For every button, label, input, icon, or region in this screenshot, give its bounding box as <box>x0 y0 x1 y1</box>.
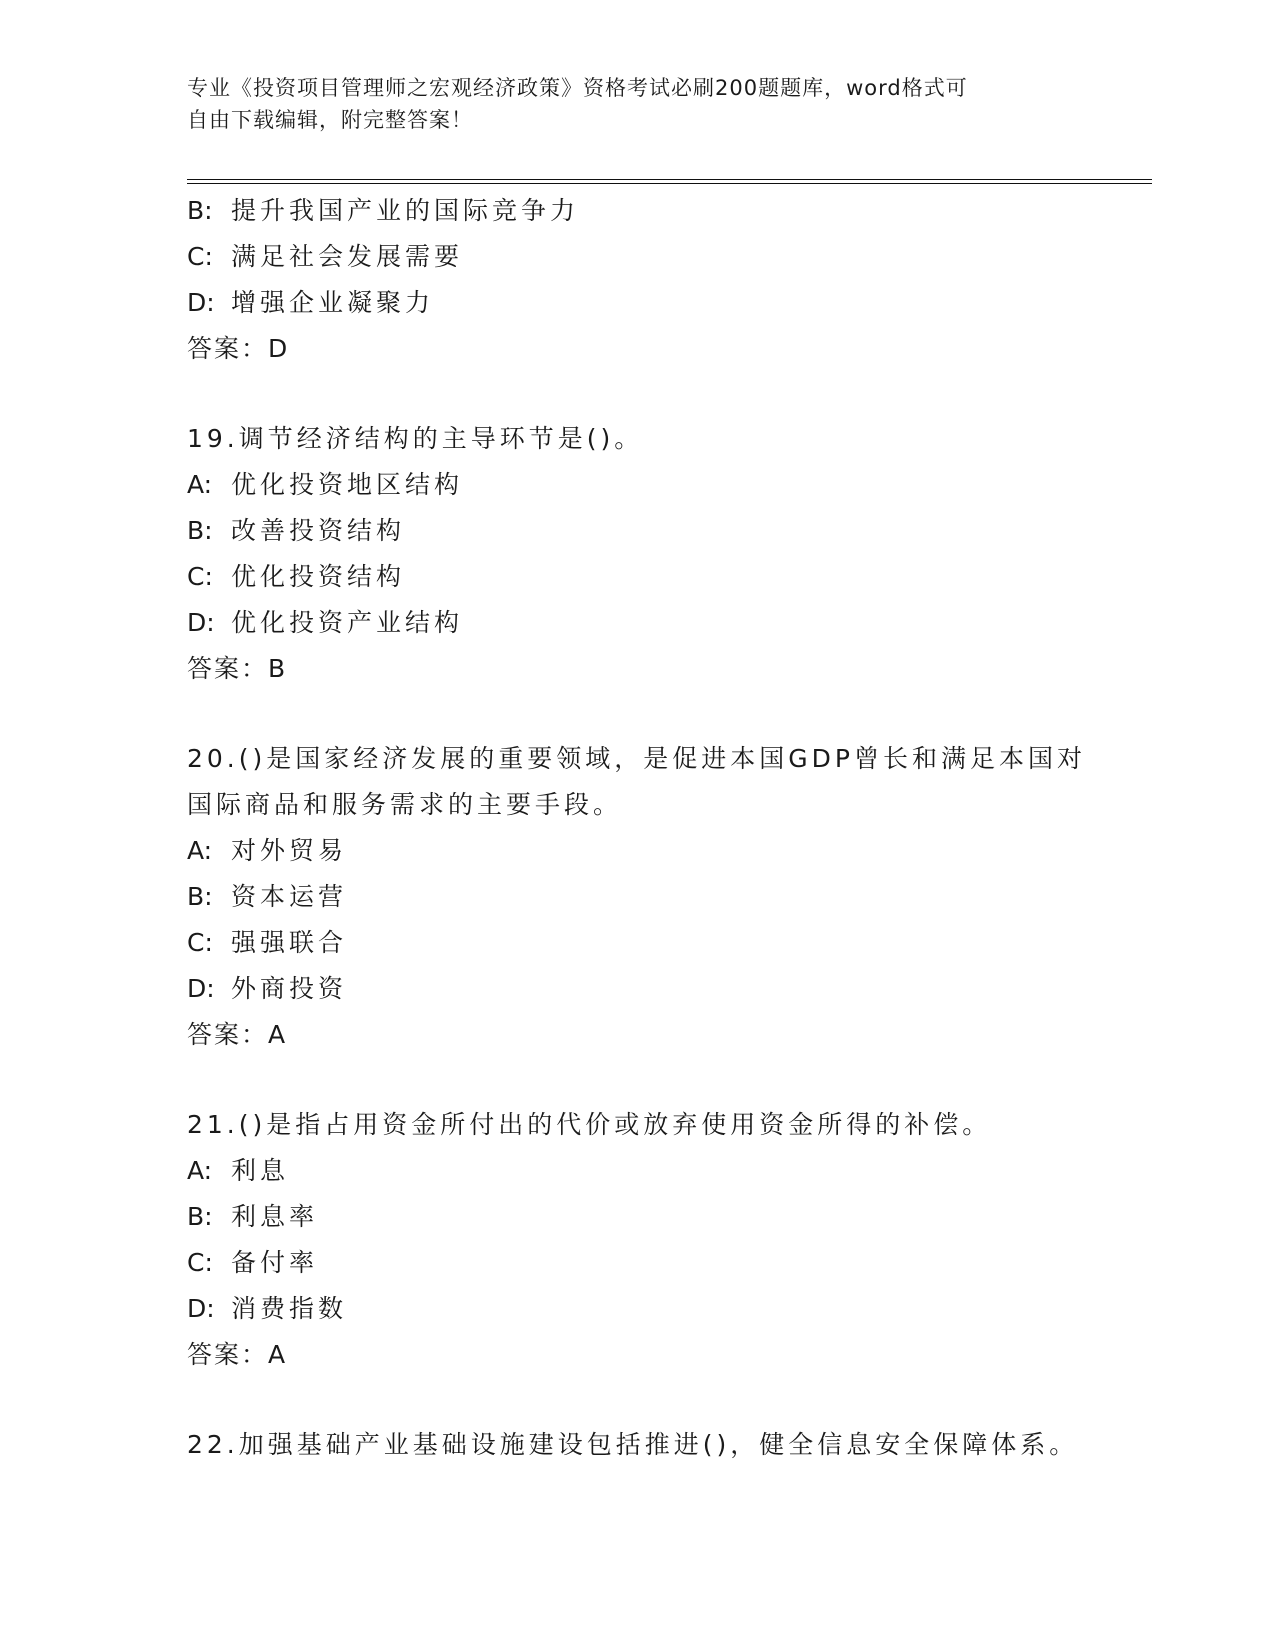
option-text: 满足社会发展需要 <box>231 242 464 271</box>
header-title-line-1: 专业《投资项目管理师之宏观经济政策》资格考试必刷200题题库，word格式可 <box>187 76 968 100</box>
option-letter: C: <box>187 562 213 591</box>
document-header <box>187 72 1067 136</box>
answer-label: 答案： <box>187 1020 269 1049</box>
option-letter: D: <box>187 608 215 637</box>
option-c <box>187 920 1087 966</box>
option-text: 对外贸易 <box>231 836 348 865</box>
option-text: 强强联合 <box>231 928 348 957</box>
option-text: 外商投资 <box>231 974 348 1003</box>
option-text: 优化投资地区结构 <box>231 470 464 499</box>
question-stem-line-1: 20.()是国家经济发展的重要领域，是促进本国GDP曾长和满足本国对 <box>187 744 1086 773</box>
option-text: 优化投资产业结构 <box>231 608 464 637</box>
question-20 <box>187 736 1087 1058</box>
option-letter: C: <box>187 1248 213 1277</box>
option-text: 备付率 <box>231 1248 319 1277</box>
question-list <box>187 188 1087 1468</box>
option-text: 利息 <box>231 1156 290 1185</box>
option-letter: B: <box>187 882 213 911</box>
option-letter: A: <box>187 836 213 865</box>
question-stem: 21.()是指占用资金所付出的代价或放弃使用资金所得的补偿。 <box>187 1110 992 1139</box>
option-c <box>187 554 1087 600</box>
option-text: 利息率 <box>231 1202 319 1231</box>
answer-line <box>187 326 1087 372</box>
option-b <box>187 508 1087 554</box>
option-b <box>187 1194 1087 1240</box>
answer-label: 答案： <box>187 334 269 363</box>
answer-value: A <box>268 1340 288 1369</box>
option-d <box>187 1286 1087 1332</box>
answer-line <box>187 1332 1087 1378</box>
option-letter: A: <box>187 1156 213 1185</box>
option-letter: D: <box>187 288 215 317</box>
option-c <box>187 1240 1087 1286</box>
answer-value: B <box>268 654 288 683</box>
option-letter: C: <box>187 928 213 957</box>
header-divider-bottom <box>187 183 1152 184</box>
option-letter: D: <box>187 1294 215 1323</box>
option-letter: B: <box>187 196 213 225</box>
option-text: 增强企业凝聚力 <box>231 288 435 317</box>
answer-line <box>187 646 1087 692</box>
question-stem-line-2: 国际商品和服务需求的主要手段。 <box>187 790 623 819</box>
question-22 <box>187 1422 1087 1468</box>
question-stem: 19.调节经济结构的主导环节是()。 <box>187 424 644 453</box>
option-text: 优化投资结构 <box>231 562 406 591</box>
question-21 <box>187 1102 1087 1378</box>
header-divider-top <box>187 179 1152 180</box>
option-b <box>187 874 1087 920</box>
option-a <box>187 462 1087 508</box>
option-letter: B: <box>187 1202 213 1231</box>
answer-value: D <box>268 334 290 363</box>
answer-label: 答案： <box>187 1340 269 1369</box>
option-letter: C: <box>187 242 213 271</box>
option-letter: A: <box>187 470 213 499</box>
question-stem: 22.加强基础产业基础设施建设包括推进()，健全信息安全保障体系。 <box>187 1430 1079 1459</box>
header-title-line-2: 自由下载编辑，附完整答案！ <box>187 108 473 132</box>
answer-line <box>187 1012 1087 1058</box>
option-d <box>187 600 1087 646</box>
answer-value: A <box>268 1020 288 1049</box>
option-d <box>187 966 1087 1012</box>
question-19 <box>187 416 1087 692</box>
option-a <box>187 1148 1087 1194</box>
option-text: 资本运营 <box>231 882 348 911</box>
question-18-continued <box>187 188 1087 372</box>
option-b <box>187 188 1087 234</box>
option-text: 提升我国产业的国际竞争力 <box>231 196 580 225</box>
answer-label: 答案： <box>187 654 269 683</box>
option-text: 改善投资结构 <box>231 516 406 545</box>
option-a <box>187 828 1087 874</box>
option-text: 消费指数 <box>231 1294 348 1323</box>
option-letter: D: <box>187 974 215 1003</box>
option-letter: B: <box>187 516 213 545</box>
option-d <box>187 280 1087 326</box>
option-c <box>187 234 1087 280</box>
